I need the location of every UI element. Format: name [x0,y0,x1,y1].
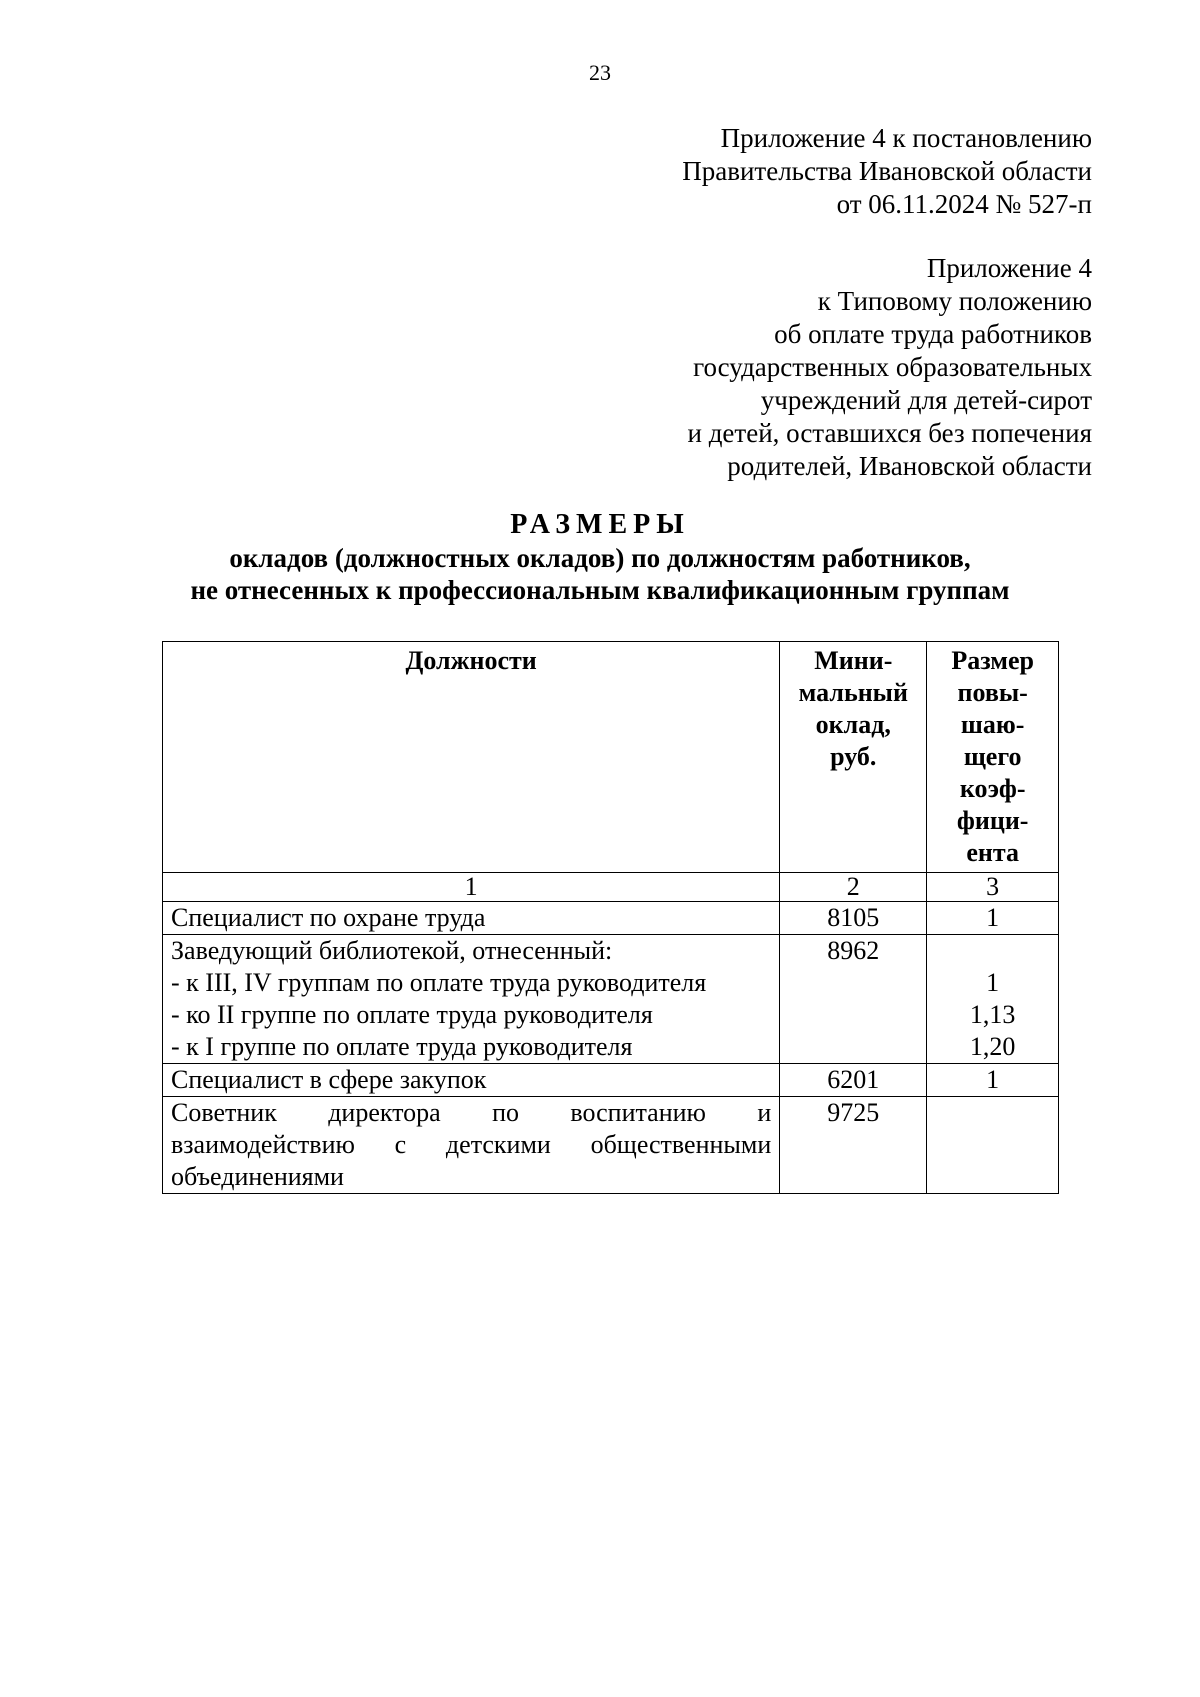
header-salary-line: руб. [830,742,877,771]
approval-line: от 06.11.2024 № 527-п [836,189,1092,219]
header-coef-line: фици- [956,806,1029,835]
page-number: 23 [589,60,611,85]
coefficient-value: 1,13 [969,1000,1016,1029]
salary-cell: 8105 [780,902,927,935]
table-header-row [163,642,1059,873]
table-row [163,902,1059,935]
position-cell: Специалист в сфере закупок [163,1064,780,1097]
header-salary-line: мальный [798,678,908,707]
appendix-line: Приложение 4 [926,253,1092,283]
appendix-line: к Типовому положению [817,286,1092,316]
header-salary-line: Мини- [814,646,893,675]
header-salary-line: оклад, [815,710,891,739]
appendix-line: и детей, оставшихся без попечения [687,418,1092,448]
position-subitem: - к III, IV группам по оплате труда руководителя [171,968,707,997]
approval-reference [682,122,1092,221]
coefficient-cell [927,935,1059,1064]
position-cell: Советник директора по воспитанию и взаимодействию с детскими общественными объединениями [163,1097,780,1194]
header-min-salary [780,642,927,873]
salary-cell: 9725 [780,1097,927,1194]
position-cell: Специалист по охране труда [163,902,780,935]
title-subtitle-line-1: окладов (должностных окладов) по должностям работников, [229,543,971,573]
coefficient-cell: 1 [927,902,1059,935]
appendix-line: государственных образовательных [693,352,1092,382]
salary-cell: 6201 [780,1064,927,1097]
title-subtitle-line-2: не отнесенных к профессиональным квалификационным группам [190,575,1010,605]
header-coef-line: ента [966,838,1019,867]
header-position: Должности [163,642,780,873]
column-number: 1 [163,873,780,902]
appendix-line: об оплате труда работников [774,319,1092,349]
header-coef-line: повы- [957,678,1028,707]
salary-cell: 8962 [780,935,927,1064]
appendix-line: родителей, Ивановской области [727,451,1092,481]
position-subitem: - ко II группе по оплате труда руководителя [171,1000,653,1029]
appendix-line: учреждений для детей-сирот [760,385,1092,415]
header-coef-line: шаю- [960,710,1025,739]
coefficient-value: 1,20 [969,1032,1016,1061]
header-coef-line: коэф- [959,774,1026,803]
column-number: 3 [927,873,1059,902]
position-title: Заведующий библиотекой, отнесенный: [171,936,613,965]
coefficient-value: 1 [986,968,1000,997]
coefficient-cell: 1 [927,1064,1059,1097]
header-coefficient [927,642,1059,873]
approval-line: Правительства Ивановской области [682,156,1092,186]
table-row [163,1064,1059,1097]
coefficient-blank [935,935,1050,967]
coefficient-cell [927,1097,1059,1194]
document-title [0,508,1200,606]
column-number-row [163,873,1059,902]
title-main: РАЗМЕРЫ [510,509,690,540]
header-coef-line: щего [963,742,1022,771]
table-row [163,1097,1059,1194]
header-coef-line: Размер [951,646,1034,675]
column-number: 2 [780,873,927,902]
approval-line: Приложение 4 к постановлению [720,123,1092,153]
appendix-reference [688,252,1093,483]
salary-table [162,641,1059,1194]
position-subitem: - к I группе по оплате труда руководителя [171,1032,633,1061]
table-row [163,935,1059,1064]
position-cell [163,935,780,1064]
